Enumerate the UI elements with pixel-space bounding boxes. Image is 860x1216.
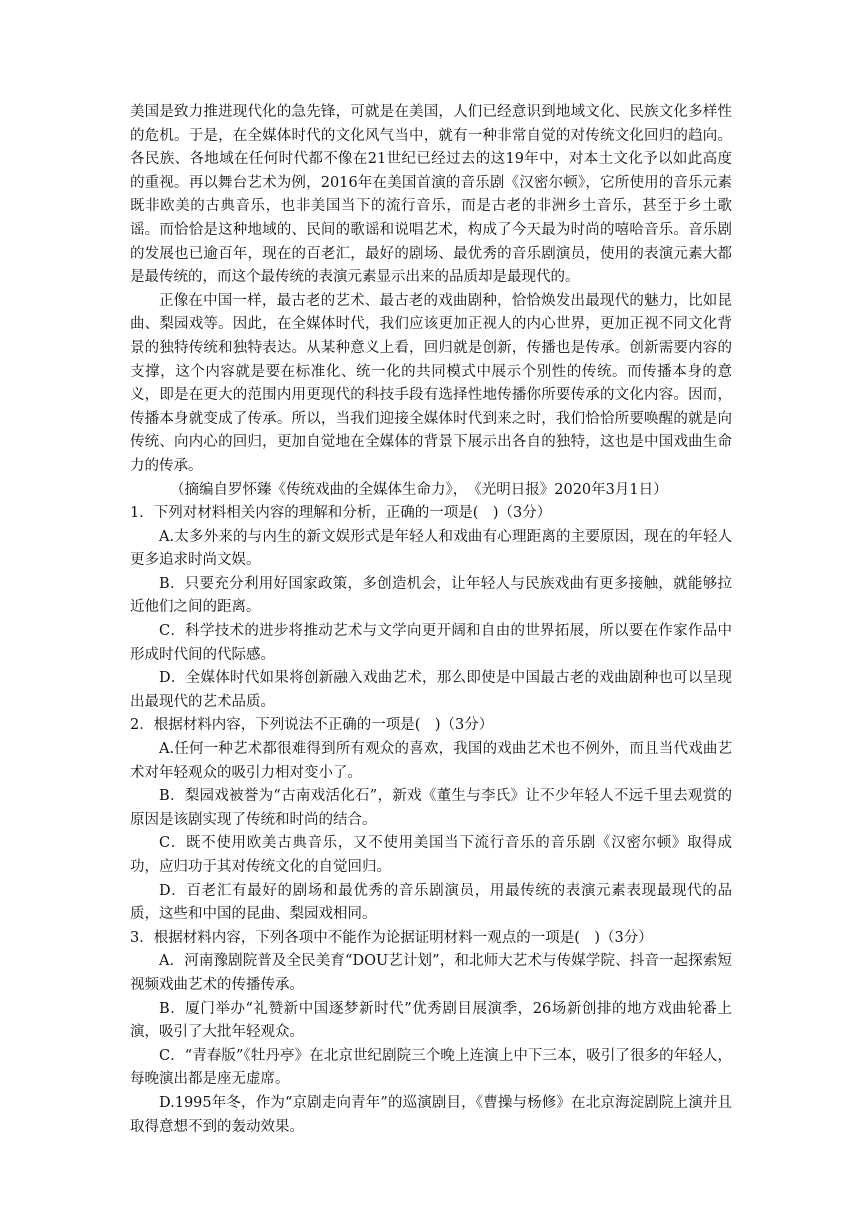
question-2-option-c: C．既不使用欧美古典音乐，又不使用美国当下流行音乐的音乐剧《汉密尔顿》取得成功，应归功于其对传统文化的自觉回归。 (130, 835, 732, 875)
question-1-option-b: B．只要充分利用好国家政策，多创造机会，让年轻人与民族戏曲有更多接触，就能够拉近他们之间的距离。 (130, 575, 732, 616)
passage-paragraph-2: 正像在中国一样，最古老的艺术、最古老的戏曲剧种，恰恰焕发出最现代的魅力，比如昆曲、梨园戏等。因此，在全媒体时代，我们应该更加正视人的内心世界，更加正视不同文化背景的独特传统和独特表达。从某种意义上看，回归就是创新，传播也是传承。创新需要内容的支撑，这个内容就是要在标准化、统一化的共同模式中展示个别性的传统。而传播本身的意义，即是在更大的范围内用更现代的科技手段有选择性地传播你所要传承的文化内容。因而，传播本身就变成了传承。所以，当我们迎接全媒体时代到来之时，我们恰恰所要唤醒的就是向传统、向内心的回归，更加自觉地在全媒体的背景下展示出各自的独特，这也是中国戏曲生命力的传承。 (130, 292, 732, 474)
question-1-option-d: D．全媒体时代如果将创新融入戏曲艺术，那么即使是中国最古老的戏曲剧种也可以呈现出最现代的艺术品质。 (130, 670, 732, 710)
question-2-option-b: B．梨园戏被誉为“古南戏活化石”，新戏《董生与李氏》让不少年轻人不远千里去观赏的原因是该剧实现了传统和时尚的结合。 (130, 788, 732, 828)
question-3-option-b: B．厦门举办“礼赞新中国逐梦新时代”优秀剧目展演季，26场新创排的地方戏曲轮番上演，吸引了大批年轻观众。 (130, 1000, 732, 1041)
question-3-option-a: A．河南豫剧院普及全民美育“DOU艺计划”，和北师大艺术与传媒学院、抖音一起探索短视频戏曲艺术的传播传承。 (130, 953, 732, 993)
question-1-option-a: A.太多外来的与内生的新文娱形式是年轻人和戏曲有心理距离的主要原因，现在的年轻人更多追求时尚文娱。 (130, 528, 732, 569)
question-3-option-c: C．“青春版”《牡丹亭》在北京世纪剧院三个晚上连演上中下三本，吸引了很多的年轻人，每晚演出都是座无虚席。 (130, 1047, 732, 1088)
document-body (130, 101, 732, 1139)
source-citation: （摘编自罗怀臻《传统戏曲的全媒体生命力》， 《光明日报》2020年3月1日） (170, 481, 668, 498)
question-3-option-d: D.1995年冬，作为“京剧走向青年”的巡演剧目，《曹操与杨修》在北京海淀剧院上演并且取得意想不到的轰动效果。 (130, 1094, 732, 1135)
question-2-stem: 2．根据材料内容，下列说法不正确的一项是( )（3分） (130, 717, 494, 734)
question-1-option-c: C．科学技术的进步将推动艺术与文学向更开阔和自由的世界拓展，所以要在作家作品中形成时代间的代际感。 (130, 623, 732, 663)
question-3-stem: 3．根据材料内容，下列各项中不能作为论据证明材料一观点的一项是( )（3分） (130, 929, 653, 946)
question-2-option-a: A.任何一种艺术都很难得到所有观众的喜欢，我国的戏曲艺术也不例外，而且当代戏曲艺术对年轻观众的吸引力相对变小了。 (130, 741, 732, 781)
question-1-stem: 1．下列对材料相关内容的理解和分析，正确的一项是( )（3分） (130, 505, 552, 522)
passage-paragraph-1: 美国是致力推进现代化的急先锋，可就是在美国，人们已经意识到地域文化、民族文化多样性的危机。于是，在全媒体时代的文化风气当中，就有一种非常自觉的对传统文化回归的趋向。各民族、各地域在任何时代都不像在21世纪已经过去的这19年中，对本土文化予以如此高度的重视。再以舞台艺术为例，2016年在美国首演的音乐剧《汉密尔顿》，它所使用的音乐元素既非欧美的古典音乐，也非美国当下的流行音乐，而是古老的非洲乡土音乐，甚至于乡土歌谣。而恰恰是这种地域的、民间的歌谣和说唱艺术，构成了今天最为时尚的嘻哈音乐。音乐剧的发展也已逾百年，现在的百老汇，最好的剧场、最优秀的音乐剧演员，使用的表演元素大都是最传统的，而这个最传统的表演元素显示出来的品质却是最现代的。 (130, 104, 732, 286)
question-2-option-d: D．百老汇有最好的剧场和最优秀的音乐剧演员，用最传统的表演元素表现最现代的品质，这些和中国的昆曲、梨园戏相同。 (130, 882, 732, 923)
